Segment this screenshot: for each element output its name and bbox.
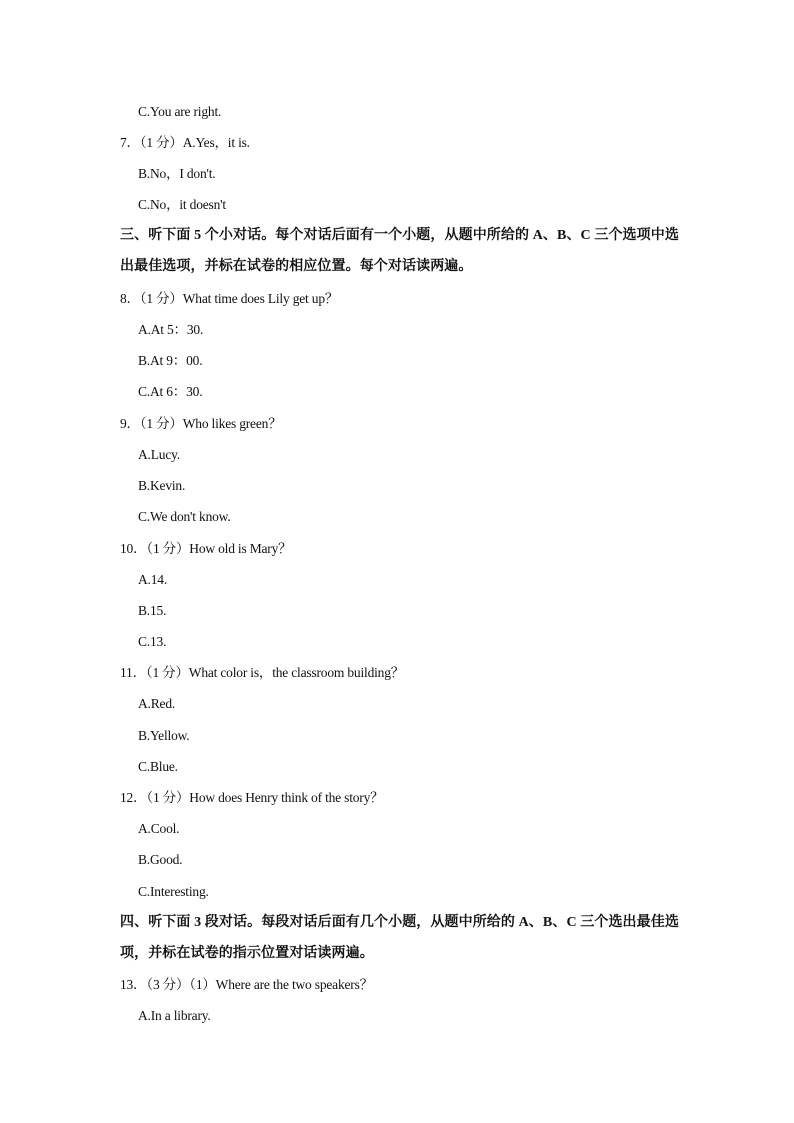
option-line: C.No，it doesn't [138,197,226,212]
option-line: A.Cool. [138,821,180,836]
option-line: C.Interesting. [138,884,209,899]
option-line: B.No，I don't. [138,166,216,181]
option-line: B.Yellow. [138,728,190,743]
question-line: 8．（1 分）What time does Lily get up？ [120,291,339,306]
question-line: 9．（1 分）Who likes green？ [120,416,282,431]
option-line: C.We don't know. [138,509,231,524]
option-line: C.You are right. [138,104,222,119]
option-line: A.14. [138,572,167,587]
question-line: 11．（1 分）What color is，the classroom building？ [120,665,405,680]
section-heading-line: 出最佳选项，并标在试卷的相应位置。每个对话读两遍。 [120,259,473,274]
option-line: C.13. [138,634,167,649]
section-heading-line: 三、听下面 5 个小对话。每个对话后面有一个小题，从题中所给的 A、B、C 三个选项中选 [120,228,679,243]
option-line: B.Kevin. [138,478,186,493]
section-heading-line: 项，并标在试卷的指示位置对话读两遍。 [120,946,374,961]
option-line: A.Red. [138,696,176,711]
question-line: 10．（1 分）How old is Mary？ [120,541,292,556]
option-line: C.Blue. [138,759,178,774]
question-line: 12．（1 分）How does Henry think of the story？ [120,790,384,805]
option-line: B.Good. [138,852,183,867]
option-line: A.In a library. [138,1008,211,1023]
question-line: 13．（3 分）（1）Where are the two speakers？ [120,977,373,992]
option-line: A.At 5：30. [138,322,204,337]
option-line: B.At 9：00. [138,353,203,368]
option-line: B.15. [138,603,167,618]
option-line: A.Lucy. [138,447,180,462]
option-line: C.At 6：30. [138,384,203,399]
section-heading-line: 四、听下面 3 段对话。每段对话后面有几个小题，从题中所给的 A、B、C 三个选出最佳选 [120,915,679,930]
question-line: 7．（1 分）A.Yes，it is. [120,135,250,150]
